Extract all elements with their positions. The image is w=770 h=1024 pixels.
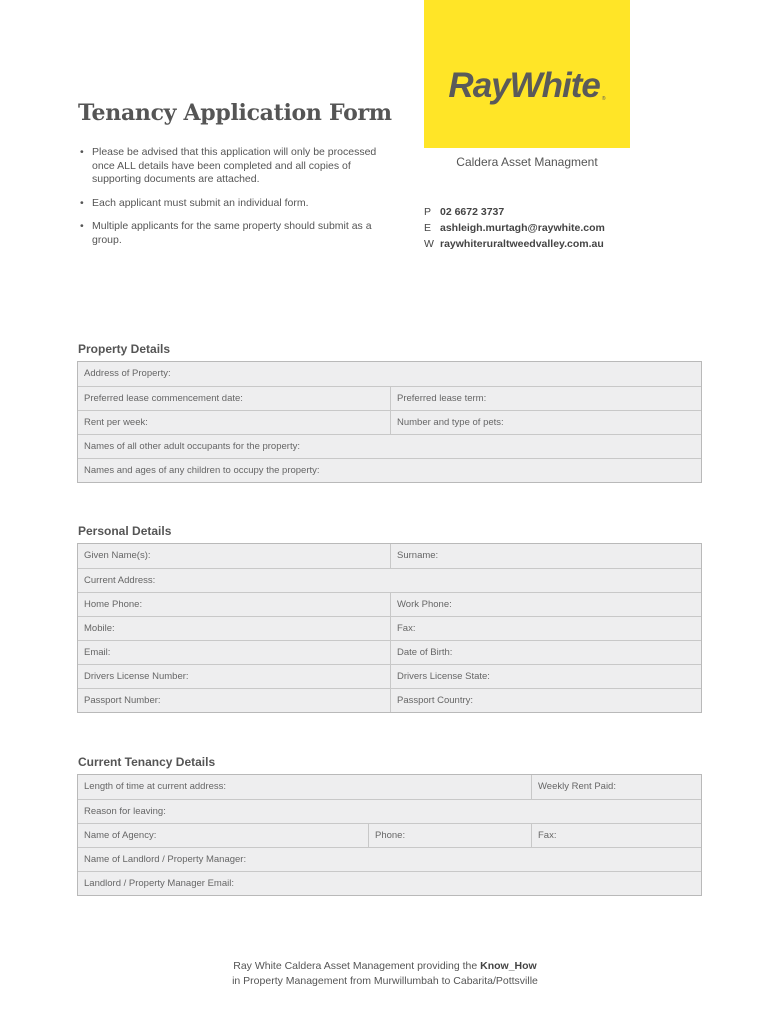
footer-line-1 (0, 959, 770, 974)
table-row (78, 434, 701, 458)
instruction-item (78, 197, 378, 211)
bullet-icon: • (80, 196, 84, 209)
contact-phone (424, 204, 605, 220)
tenancy-details-table (77, 774, 702, 896)
address-of-property-field[interactable]: Address of Property: (84, 368, 171, 379)
lease-commencement-field[interactable]: Preferred lease commencement date: (84, 393, 243, 404)
footer (0, 959, 770, 989)
bullet-icon: • (80, 220, 84, 232)
contact-key: W (424, 238, 434, 250)
adult-occupants-field[interactable]: Names of all other adult occupants for the property: (84, 441, 300, 452)
passport-country-field[interactable]: Passport Country: (390, 689, 701, 712)
personal-details-table (77, 543, 702, 713)
table-row (78, 592, 701, 616)
ray-white-logo (424, 0, 630, 148)
agency-name: Caldera Asset Managment (456, 155, 598, 169)
email-field[interactable]: Email: (84, 647, 111, 658)
form-title: Tenancy Application Form (78, 100, 392, 126)
table-row (78, 458, 701, 482)
personal-details-title: Personal Details (78, 524, 172, 538)
contact-value: raywhiteruraltweedvalley.com.au (440, 238, 604, 250)
length-at-address-field[interactable]: Length of time at current address: (84, 781, 227, 792)
pets-field[interactable]: Number and type of pets: (390, 411, 701, 434)
home-phone-field[interactable]: Home Phone: (84, 599, 143, 610)
contact-value: ashleigh.murtagh@raywhite.com (440, 222, 605, 234)
table-row (78, 410, 701, 434)
table-row (78, 544, 701, 568)
contact-key: E (424, 222, 432, 234)
given-names-field[interactable]: Given Name(s): (84, 550, 151, 561)
table-row (78, 640, 701, 664)
table-row (78, 823, 701, 847)
agency-phone-field[interactable]: Phone: (368, 824, 531, 847)
instruction-text: Multiple applicants for the same property should submit as a group. (92, 220, 372, 246)
contact-email (424, 220, 605, 236)
contact-key: P (424, 206, 432, 218)
table-row (78, 616, 701, 640)
tenancy-details-title: Current Tenancy Details (78, 755, 216, 769)
table-row (78, 568, 701, 592)
license-state-field[interactable]: Drivers License State: (390, 665, 701, 688)
date-of-birth-field[interactable]: Date of Birth: (390, 641, 701, 664)
work-phone-field[interactable]: Work Phone: (390, 593, 701, 616)
table-row (78, 799, 701, 823)
table-row (78, 664, 701, 688)
contact-value: 02 6672 3737 (440, 206, 505, 218)
table-row (78, 847, 701, 871)
property-details-title: Property Details (78, 342, 171, 356)
footer-know-how: Know_How (480, 960, 537, 972)
table-row (78, 688, 701, 712)
contact-block (424, 204, 605, 252)
agency-fax-field[interactable]: Fax: (531, 824, 701, 847)
passport-number-field[interactable]: Passport Number: (84, 695, 161, 706)
logo-wordmark: RayWhite (448, 66, 600, 105)
registered-mark: ® (601, 96, 606, 102)
current-address-field[interactable]: Current Address: (84, 575, 156, 586)
landlord-email-field[interactable]: Landlord / Property Manager Email: (84, 878, 234, 889)
table-row (78, 775, 701, 799)
table-row (78, 871, 701, 895)
lease-term-field[interactable]: Preferred lease term: (390, 387, 701, 410)
instructions-list (78, 146, 378, 257)
weekly-rent-field[interactable]: Weekly Rent Paid: (531, 775, 701, 799)
license-number-field[interactable]: Drivers License Number: (84, 671, 189, 682)
table-row (78, 386, 701, 410)
children-field[interactable]: Names and ages of any children to occupy the property: (84, 465, 320, 476)
agency-name-field[interactable]: Name of Agency: (84, 830, 157, 841)
instruction-item (78, 220, 378, 247)
contact-web (424, 236, 605, 252)
rent-per-week-field[interactable]: Rent per week: (84, 417, 148, 428)
landlord-name-field[interactable]: Name of Landlord / Property Manager: (84, 854, 247, 865)
instruction-text: Each applicant must submit an individual form. (92, 196, 309, 209)
bullet-icon: • (80, 146, 84, 158)
reason-for-leaving-field[interactable]: Reason for leaving: (84, 806, 166, 817)
footer-line-2: in Property Management from Murwillumbah to Cabarita/Pottsville (232, 975, 538, 987)
instruction-item (78, 146, 378, 187)
footer-text: Ray White Caldera Asset Management providing the (233, 960, 481, 972)
surname-field[interactable]: Surname: (390, 544, 701, 568)
table-row (78, 362, 701, 386)
fax-field[interactable]: Fax: (390, 617, 701, 640)
mobile-field[interactable]: Mobile: (84, 623, 115, 634)
instruction-text: Please be advised that this application will only be processed once ALL details have been completed and all copies of supporting documents are attached. (92, 146, 377, 185)
property-details-table (77, 361, 702, 483)
